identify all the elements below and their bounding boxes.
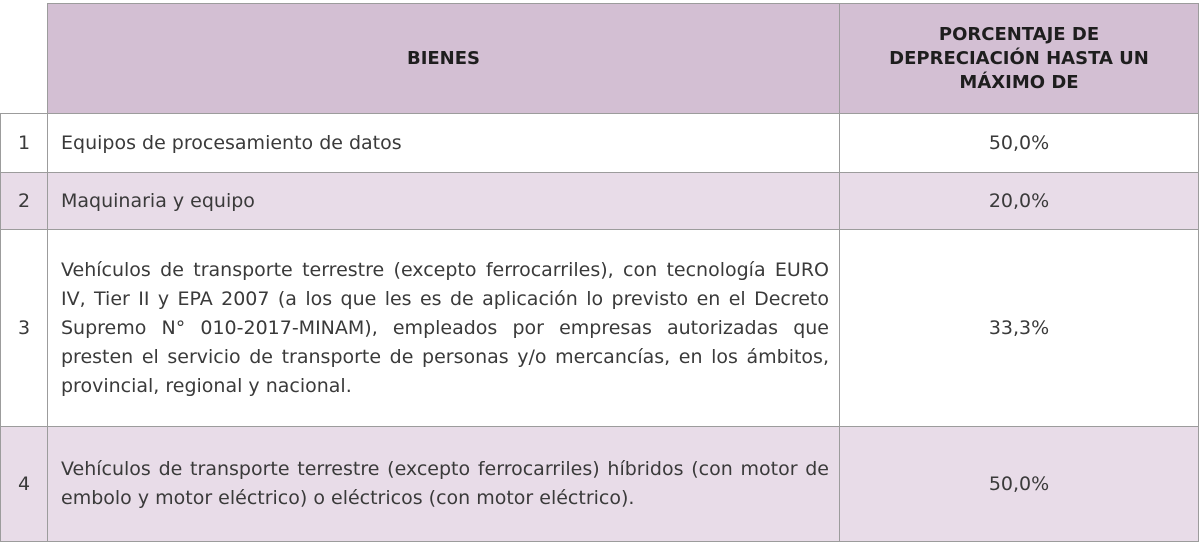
row-bien: Maquinaria y equipo xyxy=(48,173,840,230)
row-porcentaje: 50,0% xyxy=(840,114,1199,173)
row-number: 2 xyxy=(1,173,48,230)
row-porcentaje: 50,0% xyxy=(840,427,1199,542)
header-blank-cell xyxy=(1,4,48,114)
header-porcentaje-text: PORCENTAJE DE DEPRECIACIÓN HASTA UN MÁXIMO DE xyxy=(889,23,1149,93)
header-bienes: BIENES xyxy=(48,4,840,114)
row-porcentaje: 33,3% xyxy=(840,230,1199,427)
table-header-row xyxy=(1,4,1199,114)
table-row xyxy=(1,114,1199,173)
row-porcentaje: 20,0% xyxy=(840,173,1199,230)
row-bien: Equipos de procesamiento de datos xyxy=(48,114,840,173)
row-number: 4 xyxy=(1,427,48,542)
table-row xyxy=(1,230,1199,427)
header-porcentaje xyxy=(840,4,1199,114)
table-row xyxy=(1,427,1199,542)
row-number: 3 xyxy=(1,230,48,427)
row-bien: Vehículos de transporte terrestre (excepto ferrocarriles) híbridos (con motor de embolo y motor eléctrico) o eléctricos (con motor eléctrico). xyxy=(48,427,840,542)
table-row xyxy=(1,173,1199,230)
row-number: 1 xyxy=(1,114,48,173)
row-bien: Vehículos de transporte terrestre (excepto ferrocarriles), con tecnología EURO IV, Tier II y EPA 2007 (a los que les es de aplicación lo previsto en el Decreto Supremo N° 010-2017-MINAM), empleados por empresas autorizadas que presten el servicio de transporte de personas y/o mercancías, en los ámbitos, provincial, regional y nacional. xyxy=(48,230,840,427)
depreciation-table xyxy=(0,3,1199,542)
